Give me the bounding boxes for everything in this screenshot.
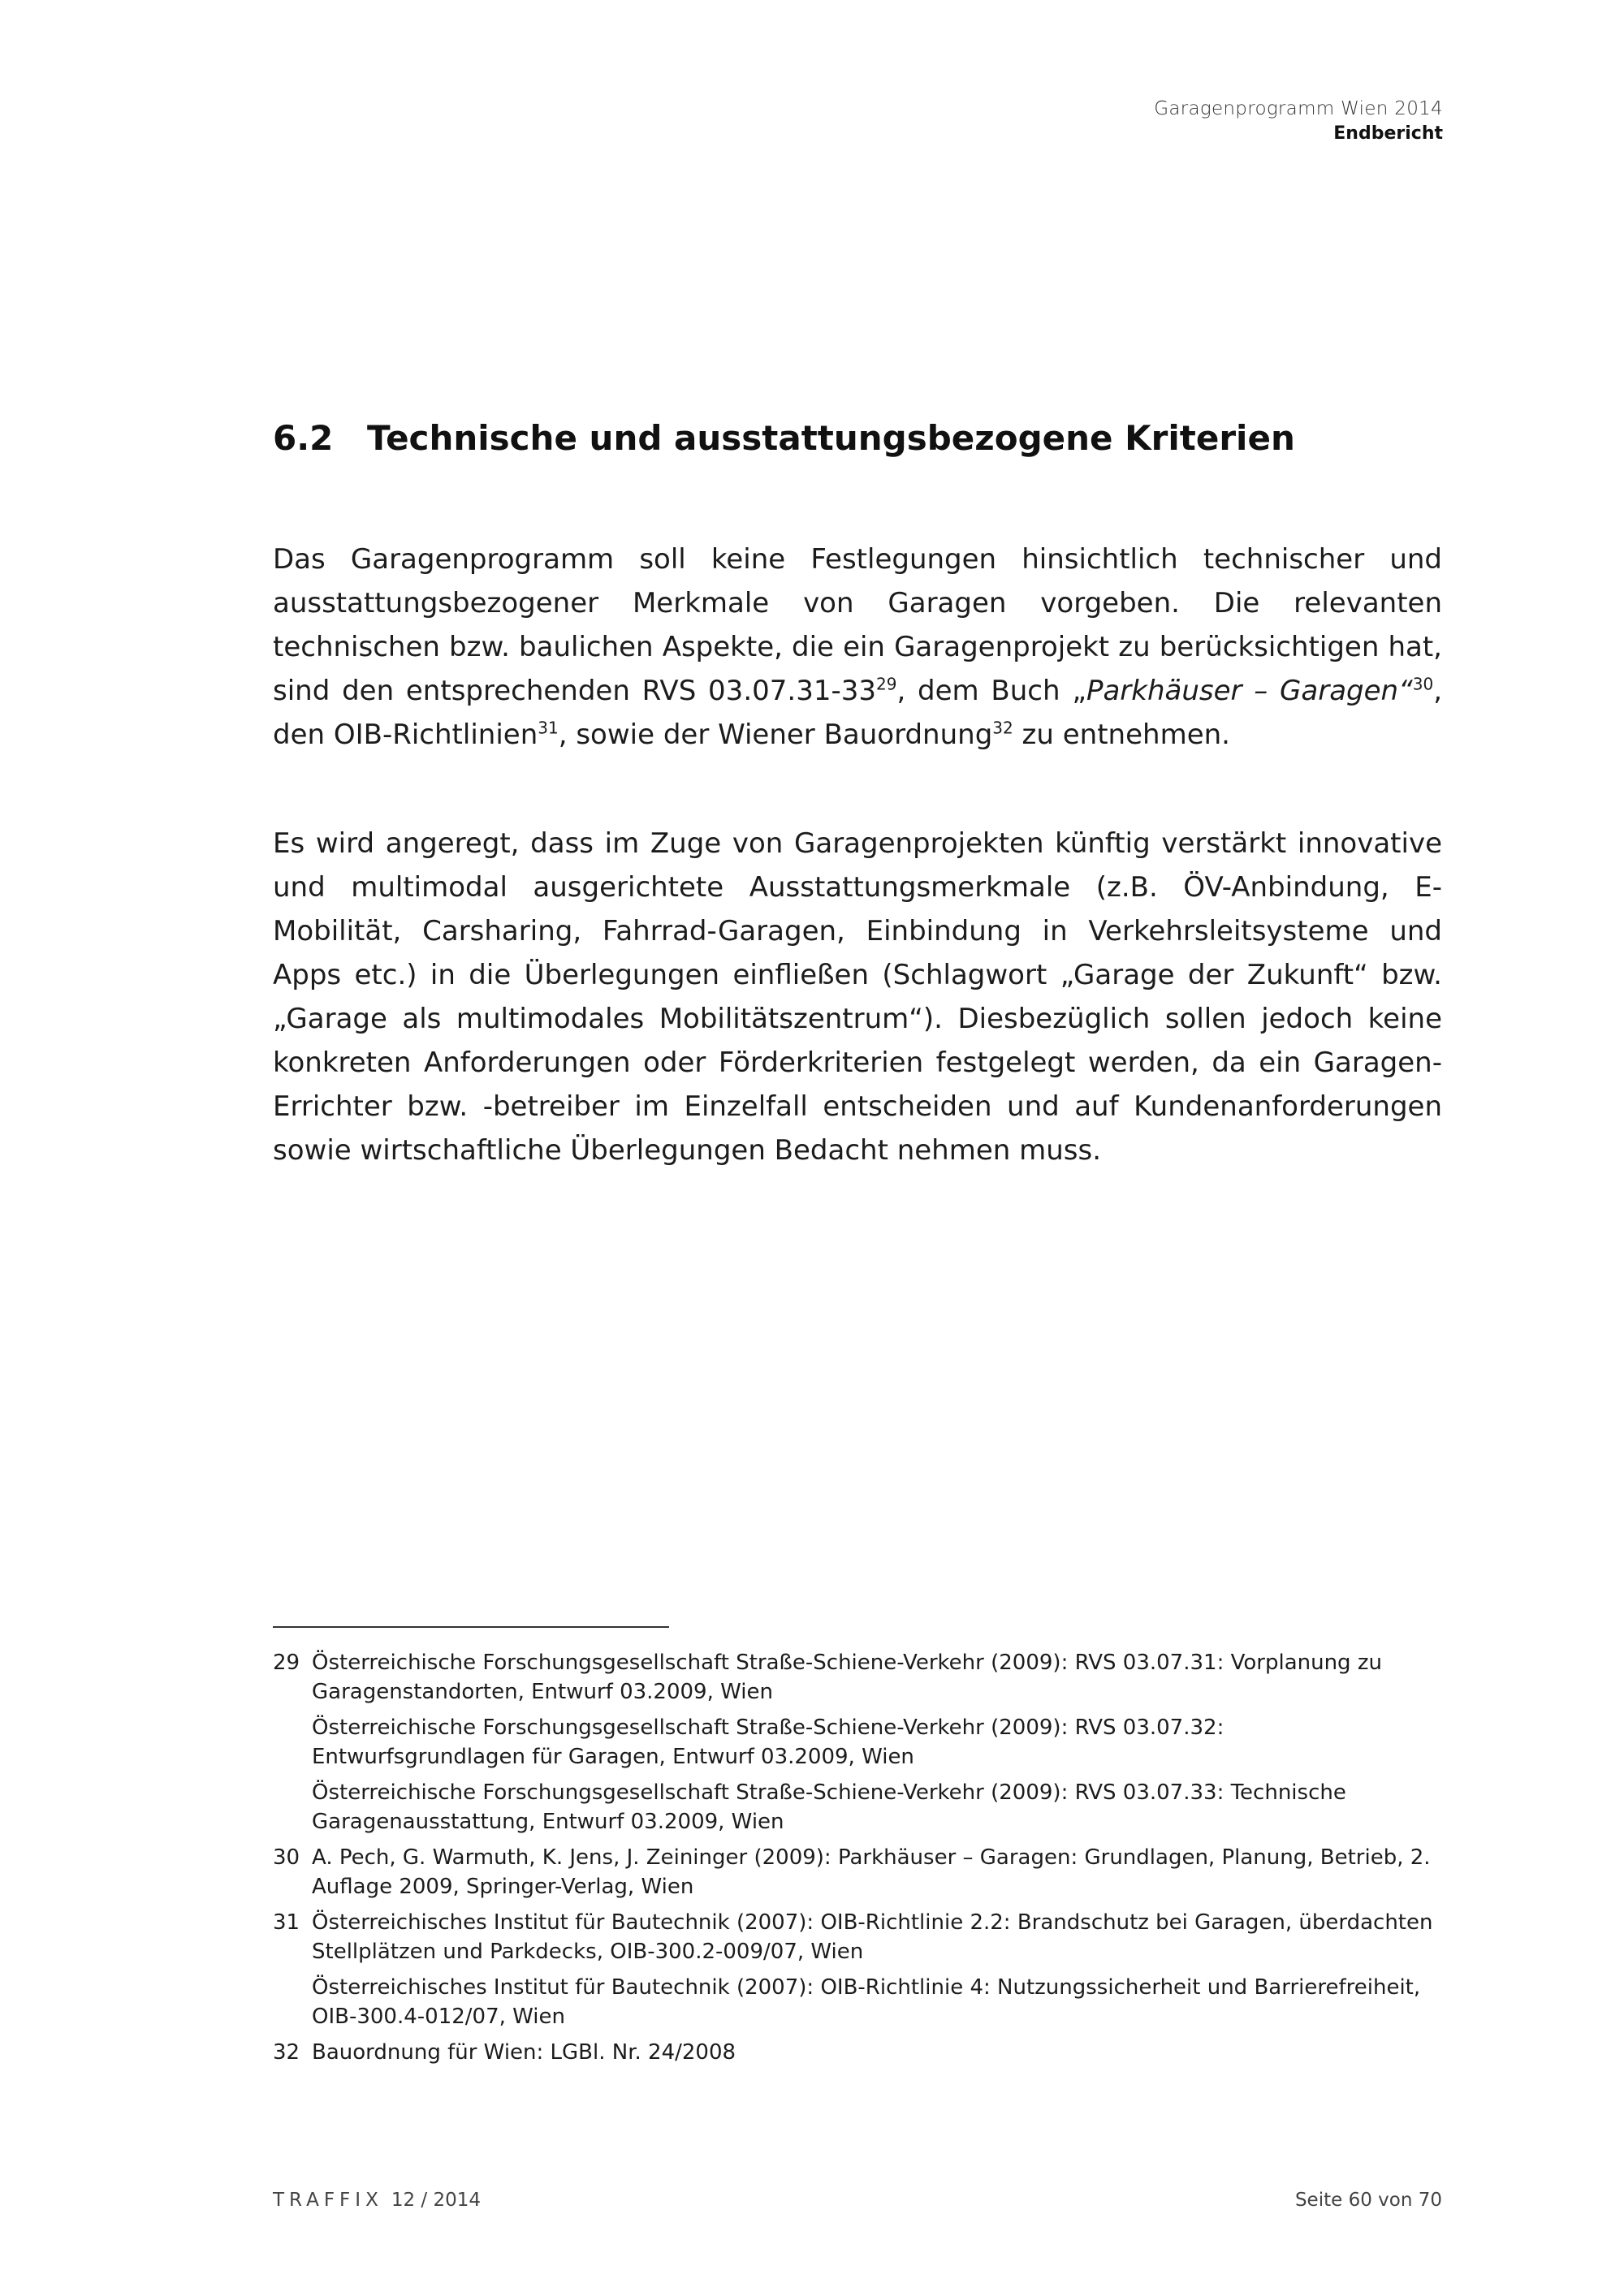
paragraph-1-text: , sowie der Wiener Bauordnung (558, 719, 993, 751)
footnote-text: Österreichische Forschungsgesellschaft Straße-Schiene-Verkehr (2009): RVS 03.07.33: Technische Garagenausstattung, Entwurf 03.2009, Wien (312, 1780, 1346, 1834)
footnote-text: Bauordnung für Wien: LGBl. Nr. 24/2008 (312, 2040, 736, 2065)
footnote (273, 1973, 1442, 2031)
paragraph-1-text: zu entnehmen. (1013, 719, 1230, 751)
brand-name: TRAFFIX (273, 2190, 383, 2211)
footnote-text: Österreichisches Institut für Bautechnik (2007): OIB-Richtlinie 2.2: Brandschutz bei Garagen, überdachten Stellplätzen und Parkdecks, OIB-300.2-009/07, Wien (312, 1910, 1433, 1964)
footnote-ref[interactable]: 30 (1412, 674, 1434, 694)
section-heading (273, 418, 1295, 458)
footnote-number: 29 (273, 1651, 300, 1675)
document-title: Garagenprogramm Wien 2014 (1154, 98, 1443, 119)
footnote-number: 31 (273, 1910, 300, 1935)
section-number: 6.2 (273, 418, 334, 458)
footnote (273, 2038, 1442, 2067)
paragraph-1-text: “ (1398, 675, 1413, 707)
footnote (273, 1648, 1442, 1707)
footnote-divider (273, 1626, 669, 1628)
footnote-number: 32 (273, 2040, 300, 2065)
paragraph-1-text: , dem Buch „ (896, 675, 1086, 707)
footer-date: 12 / 2014 (391, 2190, 482, 2211)
paragraph-2: Es wird angeregt, dass im Zuge von Garagenprojekten künftig verstärkt innovative und multimodal ausgerichtete Ausstattungsmerkmale (z.B. ÖV-Anbindung, E-Mobilität, Carsharing, Fahrrad-Garagen, Einbindung in Verkehrsleitsysteme und Apps etc.) in die Überlegungen einfließen (Schlagwort „Garage der Zukunft“ bzw. „Garage als multimodales Mobilitätszentrum“). Diesbezüglich sollen jedoch keine konkreten Anforderungen oder Förderkriterien festgelegt werden, da ein Garagen-Errichter bzw. -betreiber im Einzelfall entscheiden und auf Kundenanforderungen sowie wirtschaftliche Überlegungen Bedacht nehmen muss. (273, 827, 1442, 1167)
footnotes (273, 1648, 1442, 2074)
book-title: Parkhäuser – Garagen (1086, 675, 1399, 707)
footnote-ref[interactable]: 31 (538, 718, 559, 738)
page-header (1154, 96, 1443, 146)
footnote-ref[interactable]: 32 (992, 718, 1013, 738)
footnote-text: Österreichische Forschungsgesellschaft Straße-Schiene-Verkehr (2009): RVS 03.07.31: Vorplanung zu Garagenstandorten, Entwurf 03.2009, Wien (312, 1651, 1382, 1704)
footnote (273, 1713, 1442, 1772)
footnote (273, 1843, 1442, 1901)
footnote (273, 1908, 1442, 1966)
paragraph-1-text: Das Garagenprogramm soll keine Festlegungen hinsichtlich technischer und ausstattungsbezogener Merkmale von Garagen vorgeben. Die relevanten technischen bzw. baulichen Aspekte, die ein Garagenprojekt zu berücksichtigen hat, sind den entsprechenden RVS 03.07.31-33 (273, 543, 1442, 707)
footnote (273, 1778, 1442, 1836)
footer-brand-date (273, 2190, 481, 2211)
section-title: Technische und ausstattungsbezogene Kriterien (367, 418, 1295, 458)
footnote-text: A. Pech, G. Warmuth, K. Jens, J. Zeininger (2009): Parkhäuser – Garagen: Grundlagen, Planung, Betrieb, 2. Auflage 2009, Springer-Verlag, Wien (312, 1845, 1431, 1899)
footnote-ref[interactable]: 29 (876, 674, 897, 694)
page-number: Seite 60 von 70 (1294, 2190, 1442, 2211)
paragraph-1-text: , den OIB-Richtlinien (273, 675, 1442, 751)
footnote-text: Österreichische Forschungsgesellschaft Straße-Schiene-Verkehr (2009): RVS 03.07.32: Entwurfsgrundlagen für Garagen, Entwurf 03.2009, Wien (312, 1716, 1224, 1769)
footnote-number: 30 (273, 1845, 300, 1870)
paragraph-1 (273, 537, 1442, 757)
footnote-text: Österreichisches Institut für Bautechnik (2007): OIB-Richtlinie 4: Nutzungssicherheit und Barrierefreiheit, OIB-300.4-012/07, Wien (312, 1975, 1421, 2029)
document-subtitle: Endbericht (1333, 123, 1443, 144)
